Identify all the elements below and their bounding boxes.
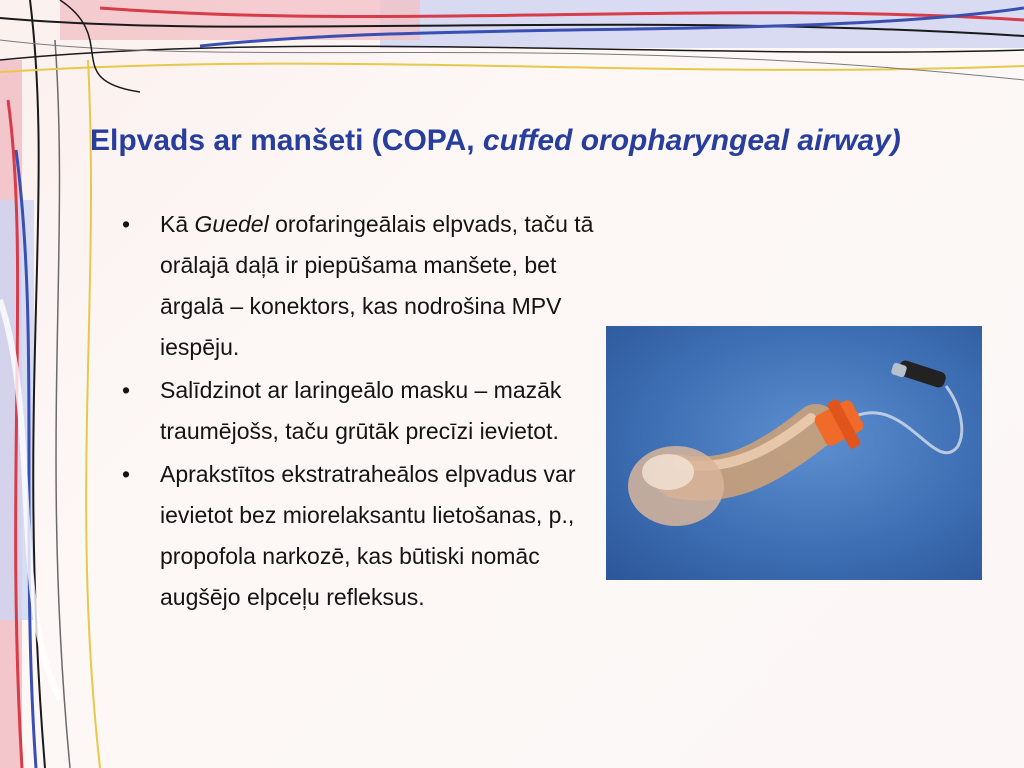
bullet-text: Salīdzinot ar laringeālo masku – mazāk traumējošs, taču grūtāk precīzi ievietot.: [160, 377, 562, 444]
left-swoosh-3: [86, 60, 100, 768]
bullet-dot: •: [122, 461, 131, 487]
bullet-dot: •: [122, 377, 131, 403]
bullet-item: [120, 454, 600, 618]
bullet-list: [120, 204, 600, 620]
bullet-item: [120, 204, 600, 368]
bullet-text-rest: orofaringeālais elpvads, taču tā orālajā daļā ir piepūšama manšete, bet ārgalā – konektors, kas nodrošina MPV iespēju.: [160, 211, 594, 360]
bullet-dot: •: [122, 211, 131, 237]
airway-device-illustration: [606, 326, 982, 580]
title-main: Elpvads ar manšeti (COPA,: [90, 124, 483, 157]
copa-airway-photo: [606, 326, 982, 580]
airway-cuff-highlight: [642, 454, 694, 490]
left-swoosh-2: [55, 40, 70, 768]
slide-title: [90, 124, 1020, 158]
bullet-item: [120, 370, 600, 452]
bullet-text: Kā: [160, 211, 195, 237]
pilot-tube: [856, 386, 962, 453]
bullet-text: Aprakstītos ekstratraheālos elpvadus var ievietot bez miorelaksantu lietošanas, p., propofola narkozē, kas būtiski nomāc augšējo elpceļu refleksus.: [160, 461, 576, 610]
bullet-text-italic: Guedel: [194, 211, 269, 237]
top-swoosh-3: [0, 64, 1024, 72]
title-italic: cuffed oropharyngeal airway): [482, 124, 901, 157]
top-band-blue: [380, 0, 1024, 48]
